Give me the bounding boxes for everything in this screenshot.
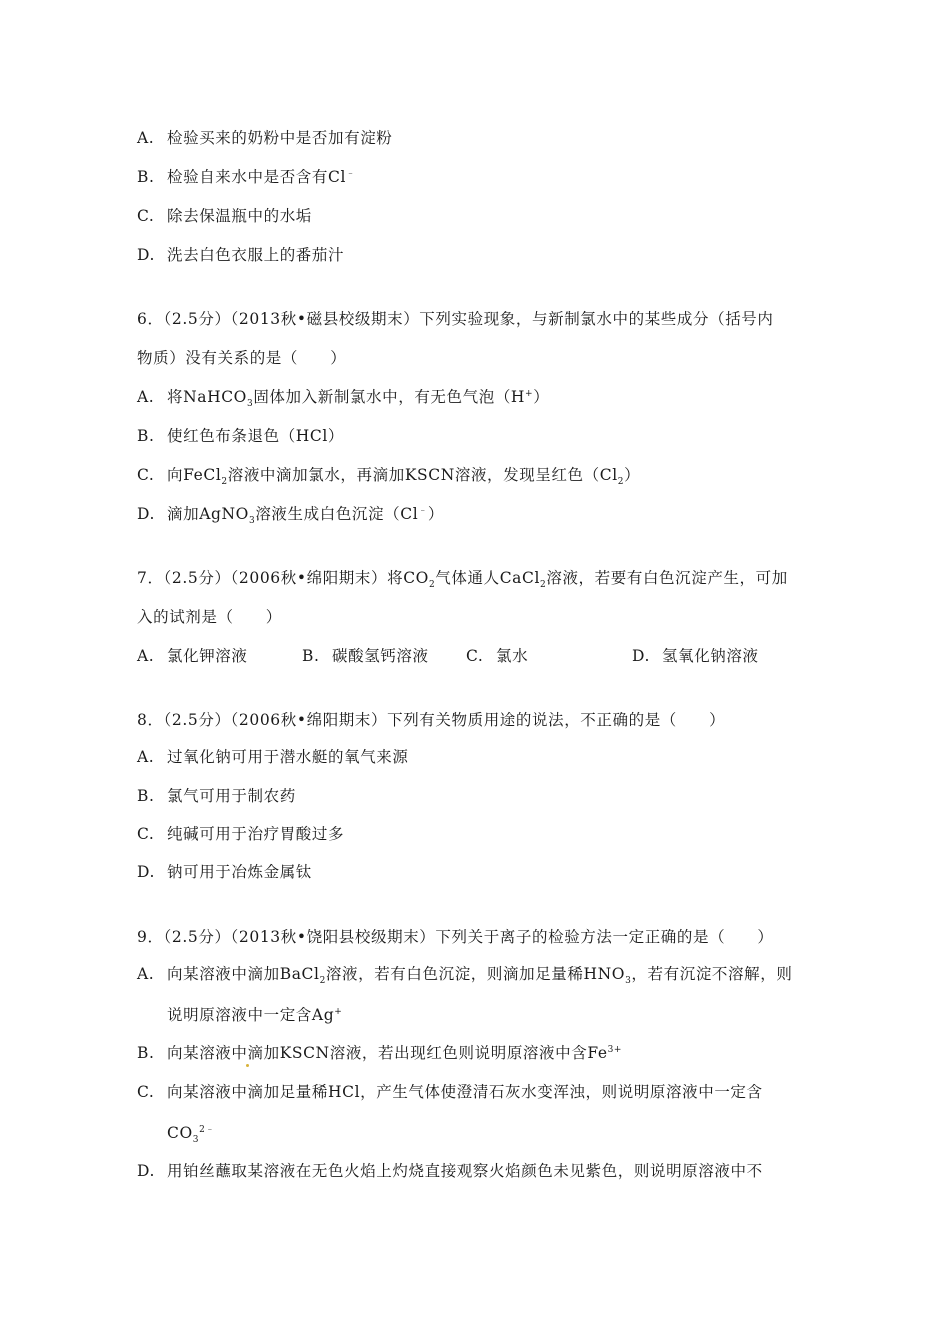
stem-text: 气体通人CaCl (435, 569, 541, 587)
option-text: 氢氧化钠溶液 (662, 647, 759, 665)
q9-option-c (137, 1082, 763, 1102)
option-letter: A. (137, 965, 155, 983)
subscript: 2 (617, 477, 625, 488)
q8-option-c (137, 824, 344, 844)
q5-option-b (137, 167, 356, 187)
q7-stem-line2: 入的试剂是（ ） (137, 608, 282, 626)
q6-option-d (137, 504, 444, 527)
stem-text: 溶液，若要有白色沉淀产生，可加 (546, 569, 788, 587)
option-text: 洗去白色衣服上的番茄汁 (167, 246, 345, 264)
q6-option-c (137, 465, 641, 488)
stray-mark (246, 1064, 249, 1067)
subscript: 3 (249, 516, 256, 527)
q5-option-c (137, 206, 312, 226)
option-text: 除去保温瓶中的水垢 (167, 207, 312, 225)
superscript: ﹣ (346, 168, 356, 179)
subscript: 3 (625, 976, 632, 987)
option-text: ） (533, 388, 550, 406)
option-text: 向某溶液中滴加KSCN溶液，若出现红色则说明原溶液中含Fe (167, 1044, 608, 1062)
q7-option-d (632, 646, 759, 666)
option-letter: D. (137, 246, 156, 264)
q9-option-a-line2 (167, 1005, 342, 1025)
q8-stem-line1: 8．（2.5分）（2006秋•绵阳期末）下列有关物质用途的说法，不正确的是（ ） (137, 711, 726, 729)
q9-option-a (137, 964, 793, 987)
option-text: 纯碱可用于治疗胃酸过多 (167, 825, 345, 843)
superscript: 3+ (607, 1044, 623, 1055)
q7-option-c (466, 646, 528, 666)
option-text: 溶液，若有白色沉淀，则滴加足量稀HNO (325, 965, 626, 983)
option-text: 将NaHCO (167, 388, 247, 406)
q7-option-a (137, 646, 248, 666)
q7-option-b (302, 646, 429, 666)
option-text: 钠可用于冶炼金属钛 (167, 863, 312, 881)
option-text: 氯化钾溶液 (167, 647, 248, 665)
option-letter: B. (137, 787, 155, 805)
option-letter: D. (137, 1162, 156, 1180)
option-letter: B. (137, 168, 155, 186)
option-text: ，若有沉淀不溶解，则 (631, 965, 793, 983)
q9-option-d (137, 1161, 763, 1181)
q9-option-c-line2 (167, 1123, 216, 1146)
superscript: ﹣ (418, 505, 428, 516)
subscript: 3 (247, 399, 254, 410)
subscript: 2 (428, 580, 436, 591)
option-text: 说明原溶液中一定含Ag (167, 1006, 335, 1024)
option-text: 使红色布条退色（HCl） (167, 427, 345, 445)
option-letter: A. (137, 748, 155, 766)
option-text: 固体加入新制氯水中，有无色气泡（H (253, 388, 526, 406)
option-letter: C. (137, 207, 155, 225)
option-text: 过氧化钠可用于潜水艇的氧气来源 (167, 748, 409, 766)
option-letter: B. (137, 1044, 155, 1062)
subscript: 3 (192, 1135, 200, 1146)
option-text: 向某溶液中滴加BaCl (167, 965, 320, 983)
option-text: 用铂丝蘸取某溶液在无色火焰上灼烧直接观察火焰颜色未见紫色，则说明原溶液中不 (167, 1162, 763, 1180)
subscript: 2 (319, 976, 326, 987)
option-letter: B. (302, 647, 320, 665)
q6-option-b (137, 426, 344, 446)
subscript: 2 (221, 477, 228, 488)
q8-option-d (137, 862, 312, 882)
option-text: 向某溶液中滴加足量稀HCl，产生气体使澄清石灰水变浑浊，则说明原溶液中一定含 (167, 1083, 763, 1101)
option-text: ） (427, 505, 444, 523)
option-text: 溶液中滴加氯水，再滴加KSCN溶液，发现呈红色（Cl (227, 466, 618, 484)
q8-option-a (137, 747, 409, 767)
superscript: + (525, 388, 534, 399)
option-text: 氯气可用于制农药 (167, 787, 296, 805)
stem-text: 7．（2.5分）（2006秋•绵阳期末）将CO (137, 569, 429, 587)
option-text: 氯水 (496, 647, 529, 665)
option-text: CO (167, 1124, 193, 1142)
q8-option-b (137, 786, 296, 806)
option-text: ） (624, 466, 641, 484)
q9-stem-line1: 9．（2.5分）（2013秋•饶阳县校级期末）下列关于离子的检验方法一定正确的是（ ） (137, 928, 774, 946)
q9-option-b (137, 1043, 622, 1063)
q6-option-a (137, 387, 550, 410)
q7-stem-line1 (137, 568, 788, 591)
option-letter: C. (466, 647, 484, 665)
option-letter: D. (137, 505, 156, 523)
option-text: 检验自来水中是否含有Cl (167, 168, 347, 186)
option-letter: C. (137, 1083, 155, 1101)
option-text: 向FeCl (167, 466, 222, 484)
q5-option-d (137, 245, 344, 265)
superscript: 2﹣ (199, 1124, 216, 1135)
option-text: 检验买来的奶粉中是否加有淀粉 (167, 129, 393, 147)
option-letter: A. (137, 388, 155, 406)
option-letter: A. (137, 129, 155, 147)
option-letter: D. (137, 863, 156, 881)
option-text: 滴加AgNO (167, 505, 249, 523)
q6-stem-line1: 6．（2.5分）（2013秋•磁县校级期末）下列实验现象，与新制氯水中的某些成分（括号内 (137, 310, 774, 328)
subscript: 2 (540, 580, 547, 591)
option-letter: D. (632, 647, 651, 665)
option-text: 碳酸氢钙溶液 (332, 647, 429, 665)
q5-option-a (137, 128, 392, 148)
q6-stem-line2: 物质）没有关系的是（ ） (137, 349, 347, 367)
superscript: + (334, 1006, 343, 1017)
option-letter: C. (137, 825, 155, 843)
option-letter: A. (137, 647, 155, 665)
option-letter: C. (137, 466, 155, 484)
option-letter: B. (137, 427, 155, 445)
option-text: 溶液生成白色沉淀（Cl (255, 505, 419, 523)
